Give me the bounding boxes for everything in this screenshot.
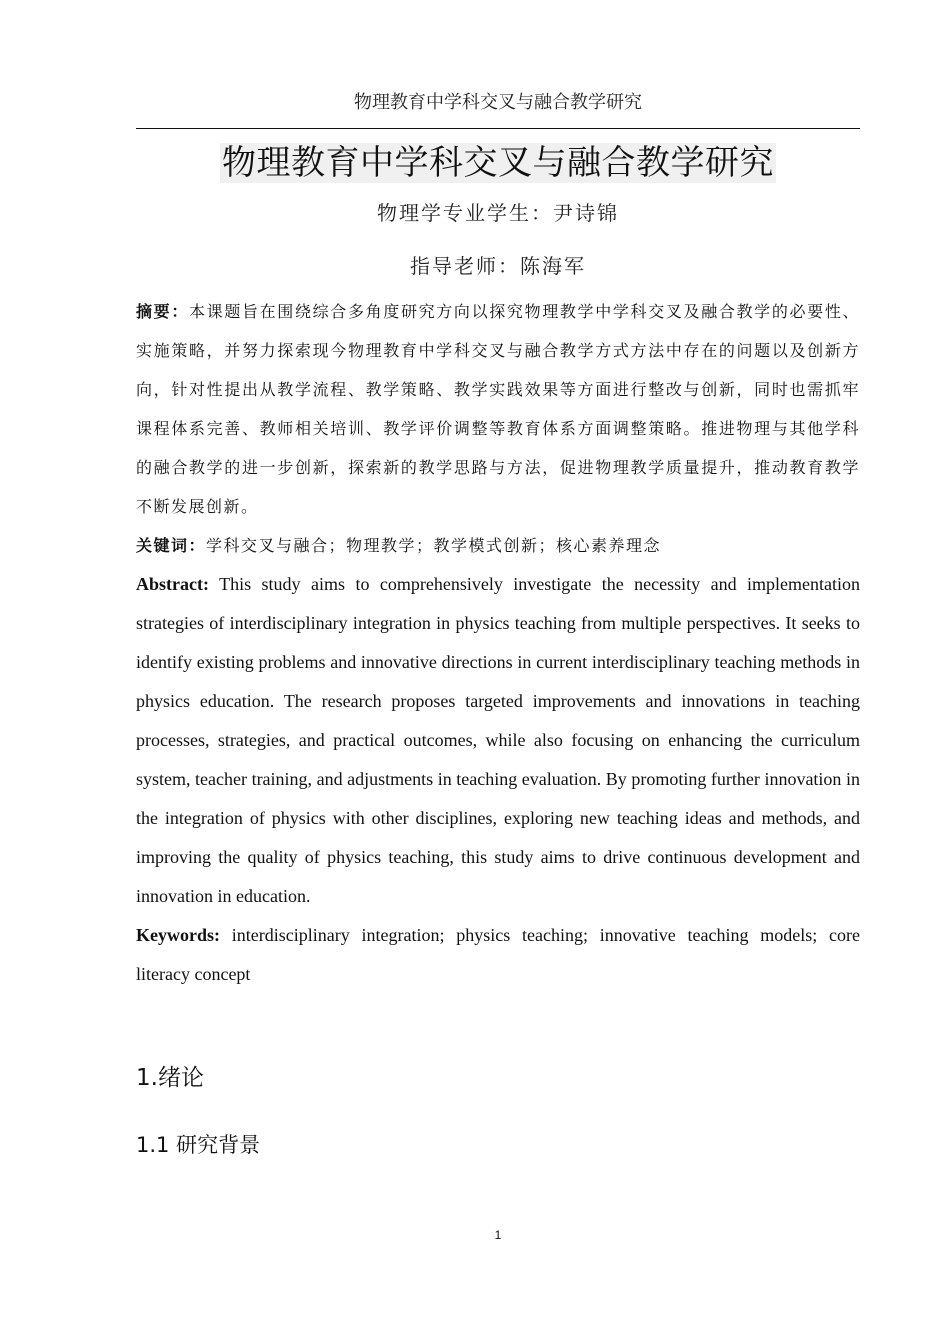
author-line: 物理学专业学生：尹诗锦 <box>377 201 619 225</box>
section-heading-1-1: 1.1 研究背景 <box>136 1133 261 1157</box>
running-header: 物理教育中学科交叉与融合教学研究 <box>354 92 642 113</box>
advisor-line: 指导老师：陈海军 <box>410 254 586 278</box>
chinese-keywords <box>136 526 860 565</box>
english-abstract-text: This study aims to comprehensively investigate the necessity and implementation strategies of interdisciplinary integration in physics teaching from multiple perspectives. It seeks to identify existing problems and innovative directions in current interdisciplinary teaching methods in physics education. The research proposes targeted improvements and innovations in teaching processes, strategies, and practical outcomes, while also focusing on enhancing the curriculum system, teacher training, and adjustments in teaching evaluation. By promoting further innovation in the integration of physics with other disciplines, exploring new teaching ideas and methods, and improving the quality of physics teaching, this study aims to drive continuous development and innovation in education. <box>136 574 860 906</box>
paper-title-text: 物理教育中学科交叉与融合教学研究 <box>222 143 774 183</box>
header-rule <box>136 128 860 129</box>
chinese-keywords-label: 关键词： <box>136 536 207 555</box>
english-keywords-text: interdisciplinary integration; physics teaching; innovative teaching models; core literacy concept <box>136 925 861 984</box>
section-heading-1: 1.绪论 <box>136 1065 204 1091</box>
chinese-abstract-text: 本课题旨在围绕综合多角度研究方向以探究物理教学中学科交叉及融合教学的必要性、实施策略，并努力探索现今物理教育中学科交叉与融合教学方式方法中存在的问题以及创新方向，针对性提出从教学流程、教学策略、教学实践效果等方面进行整改与创新，同时也需抓牢课程体系完善、教师相关培训、教学评价调整等教育体系方面调整策略。推进物理与其他学科的融合教学的进一步创新，探索新的教学思路与方法，促进物理教学质量提升，推动教育教学不断发展创新。 <box>136 302 860 516</box>
paper-title <box>136 140 860 186</box>
english-abstract-label: Abstract: <box>136 574 209 594</box>
chinese-abstract-label: 摘要： <box>136 302 189 321</box>
chinese-keywords-text: 学科交叉与融合；物理教学；教学模式创新；核心素养理念 <box>206 536 662 555</box>
english-keywords-label: Keywords: <box>136 925 220 945</box>
chinese-abstract <box>136 292 860 526</box>
english-abstract <box>136 565 860 916</box>
english-keywords <box>136 916 860 994</box>
page-number: 1 <box>494 1228 502 1242</box>
